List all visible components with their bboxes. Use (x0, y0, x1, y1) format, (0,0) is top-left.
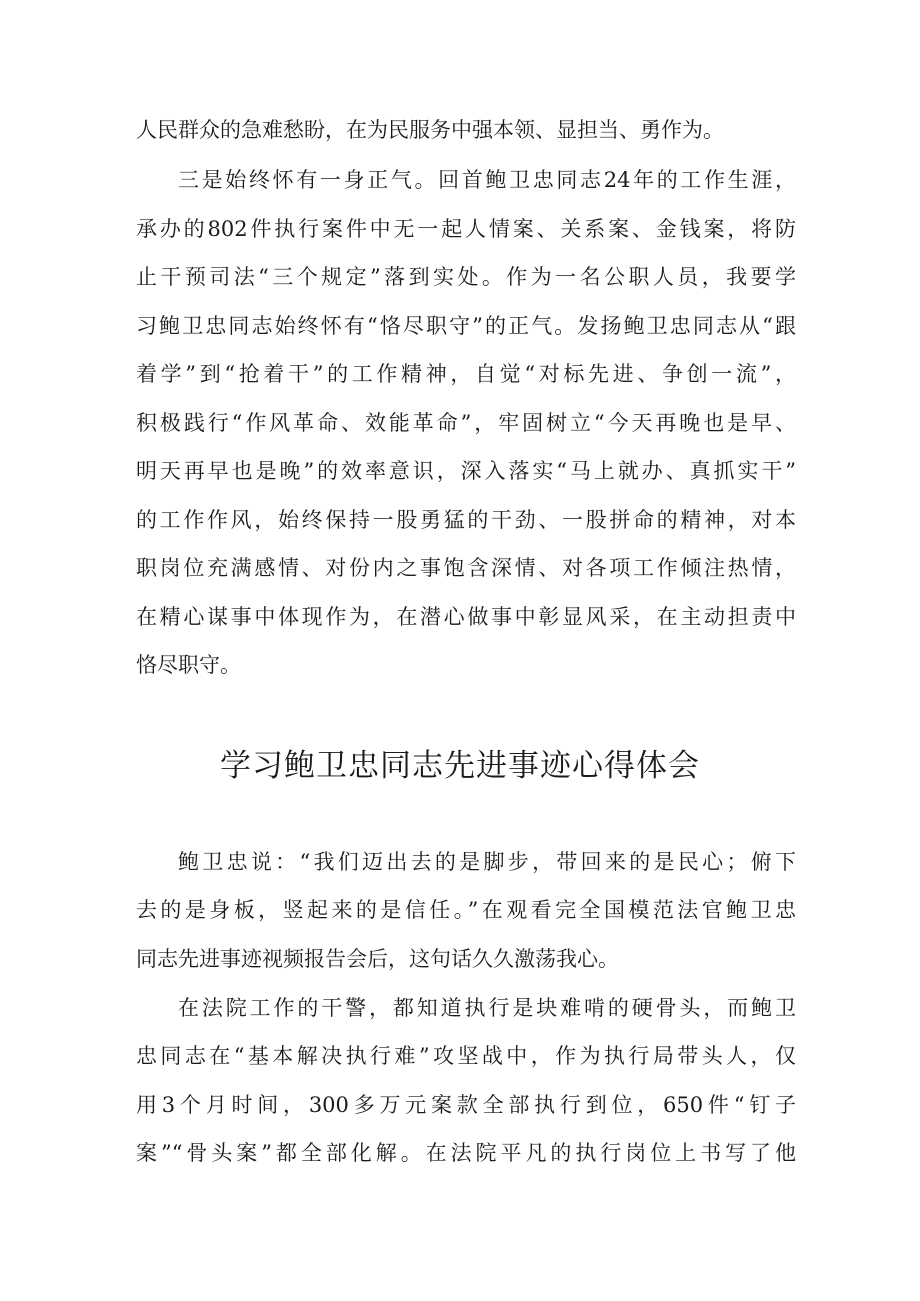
paragraph-line: 去的是身板，竖起来的是信任。”在观看完全国模范法官鲍卫忠 (136, 898, 796, 922)
paragraph-line: 职岗位充满感情、对份内之事饱含深情、对各项工作倾注热情， (136, 556, 796, 580)
paragraph-line: 着学”到“抢着干”的工作精神，自觉“对标先进、争创一流”， (136, 362, 796, 386)
paragraph-line: 三是始终怀有一身正气。回首鲍卫忠同志24年的工作生涯， (178, 168, 796, 192)
paragraph-line: 在精心谋事中体现作为，在潜心做事中彰显风采，在主动担责中 (136, 605, 796, 629)
paragraph-line: 承办的802件执行案件中无一起人情案、关系案、金钱案，将防 (136, 217, 796, 241)
paragraph-line: 用3个月时间，300多万元案款全部执行到位，650件“钉子 (136, 1093, 796, 1117)
paragraph-line: 恪尽职守。 (136, 653, 241, 677)
paragraph-line: 鲍卫忠说：“我们迈出去的是脚步，带回来的是民心；俯下 (178, 850, 796, 874)
paragraph-line: 明天再早也是晚”的效率意识，深入落实“马上就办、真抓实干” (136, 459, 796, 483)
paragraph-line: 案”“骨头案”都全部化解。在法院平凡的执行岗位上书写了他 (136, 1141, 796, 1165)
paragraph-line: 忠同志在“基本解决执行难”攻坚战中，作为执行局带头人，仅 (136, 1044, 796, 1068)
article-title: 学习鲍卫忠同志先进事迹心得体会 (220, 748, 700, 784)
paragraph-line: 止干预司法“三个规定”落到实处。作为一名公职人员，我要学 (136, 265, 796, 289)
paragraph-line: 习鲍卫忠同志始终怀有“恪尽职守”的正气。发扬鲍卫忠同志从“跟 (136, 314, 796, 338)
paragraph-line: 人民群众的急难愁盼，在为民服务中强本领、显担当、勇作为。 (136, 118, 724, 142)
paragraph-line: 积极践行“作风革命、效能革命”，牢固树立“今天再晚也是早、 (136, 411, 796, 435)
paragraph-line: 的工作作风，始终保持一股勇猛的干劲、一股拼命的精神，对本 (136, 508, 796, 532)
paragraph-line: 在法院工作的干警，都知道执行是块难啃的硬骨头，而鲍卫 (178, 996, 796, 1020)
paragraph-line: 同志先进事迹视频报告会后，这句话久久激荡我心。 (136, 947, 619, 971)
